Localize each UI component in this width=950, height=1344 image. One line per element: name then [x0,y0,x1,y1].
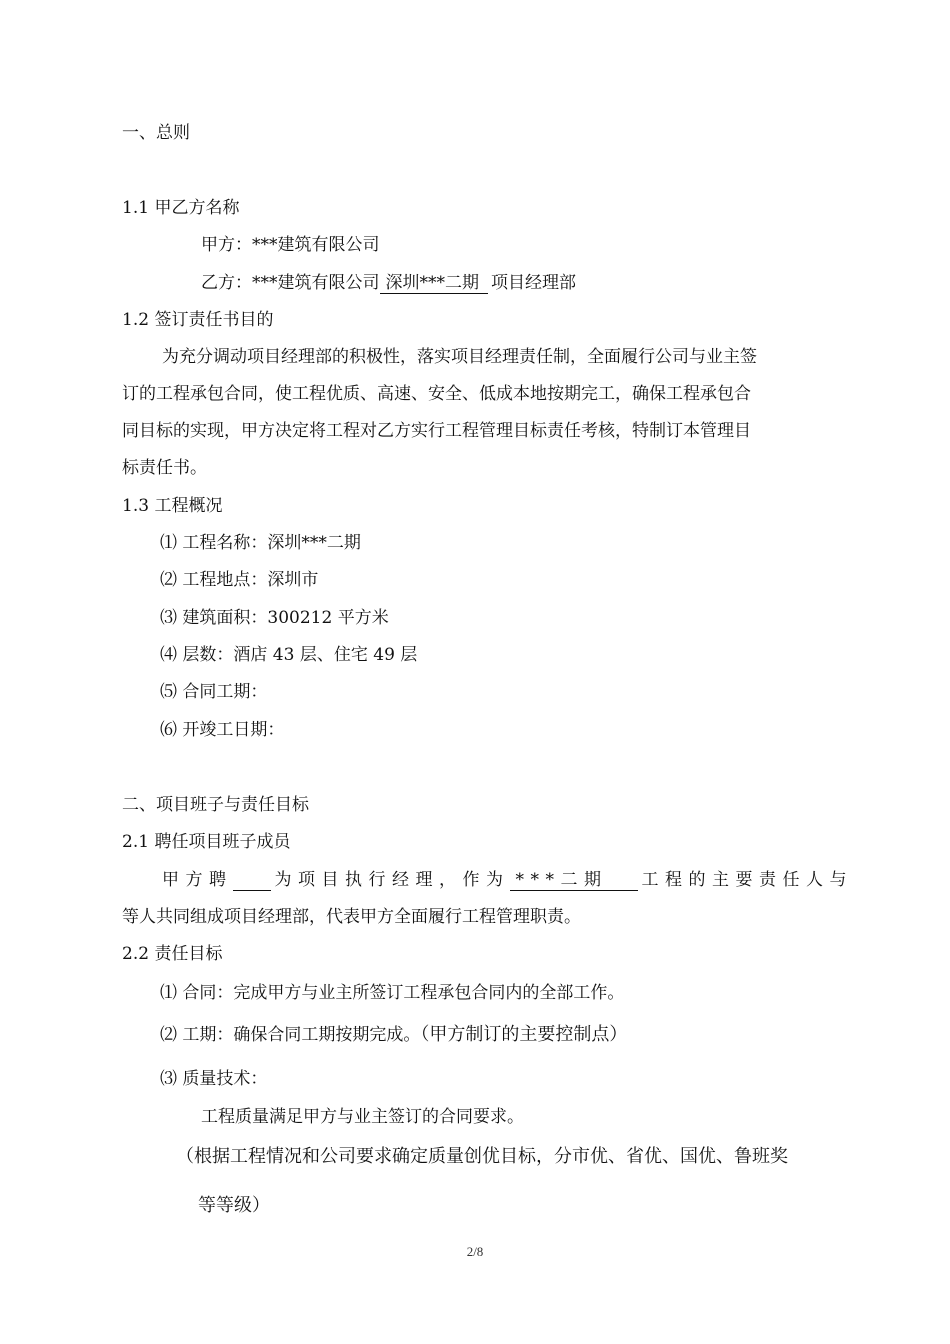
appoint-text-a: 甲方聘 [162,870,233,890]
section-2-title: 二、项目班子与责任目标 [122,795,309,815]
manager-blank [233,870,271,891]
target-quality: ⑶ 质量技术： [160,1069,268,1089]
heading-1-1: 1.1 甲乙方名称 [122,198,240,218]
quality-text: 工程质量满足甲方与业主签订的合同要求。 [201,1107,524,1127]
heading-1-3: 1.3 工程概况 [122,496,223,516]
appoint-line-2: 等人共同组成项目经理部，代表甲方全面履行工程管理职责。 [122,907,581,927]
purpose-line-4: 标责任书。 [122,458,207,478]
purpose-line-3: 同目标的实现，甲方决定将工程对乙方实行工程管理目标责任考核，特制订本管理目 [122,421,751,441]
quality-note-line-1: （根据工程情况和公司要求确定质量创优目标，分市优、省优、国优、鲁班奖 [176,1146,788,1167]
target-schedule-text: ⑵ 工期：确保合同工期按期完成。 [160,1025,421,1045]
target-schedule [160,1024,627,1046]
section-1-title: 一、总则 [122,123,190,143]
target-schedule-note: （甲方制订的主要控制点） [420,1024,628,1045]
heading-2-2: 2.2 责任目标 [122,944,223,964]
appoint-line-1 [162,869,853,891]
overview-item-6: ⑹ 开竣工日期： [160,720,285,740]
target-contract: ⑴ 合同：完成甲方与业主所签订工程承包合同内的全部工作。 [160,983,625,1003]
party-b-suffix: 项目经理部 [491,273,576,293]
purpose-line-2: 订的工程承包合同，使工程优质、高速、安全、低成本地按期完工，确保工程承包合 [122,384,751,404]
appoint-text-c: 工程的主要责任人与 [641,870,853,890]
overview-item-1: ⑴ 工程名称：深圳***二期 [160,533,361,553]
party-b-prefix: 乙方：***建筑有限公司 [201,273,380,293]
overview-item-3: ⑶ 建筑面积：300212 平方米 [160,608,389,628]
overview-item-5: ⑸ 合同工期： [160,682,268,702]
party-a: 甲方：***建筑有限公司 [201,235,380,255]
party-b-project: 深圳***二期 [380,273,489,294]
heading-2-1: 2.1 聘任项目班子成员 [122,832,291,852]
quality-note-line-2: 等等级） [198,1195,270,1216]
overview-item-2: ⑵ 工程地点：深圳市 [160,570,319,590]
heading-1-2: 1.2 签订责任书目的 [122,310,274,330]
appoint-text-b: 为项目执行经理，作为 [274,870,510,890]
appoint-project: ***二期 [510,870,638,891]
overview-item-4: ⑷ 层数：酒店 43 层、住宅 49 层 [160,645,418,665]
page-number: 2/8 [466,1244,484,1259]
purpose-line-1: 为充分调动项目经理部的积极性，落实项目经理责任制，全面履行公司与业主签 [162,347,757,367]
party-b [201,272,576,294]
